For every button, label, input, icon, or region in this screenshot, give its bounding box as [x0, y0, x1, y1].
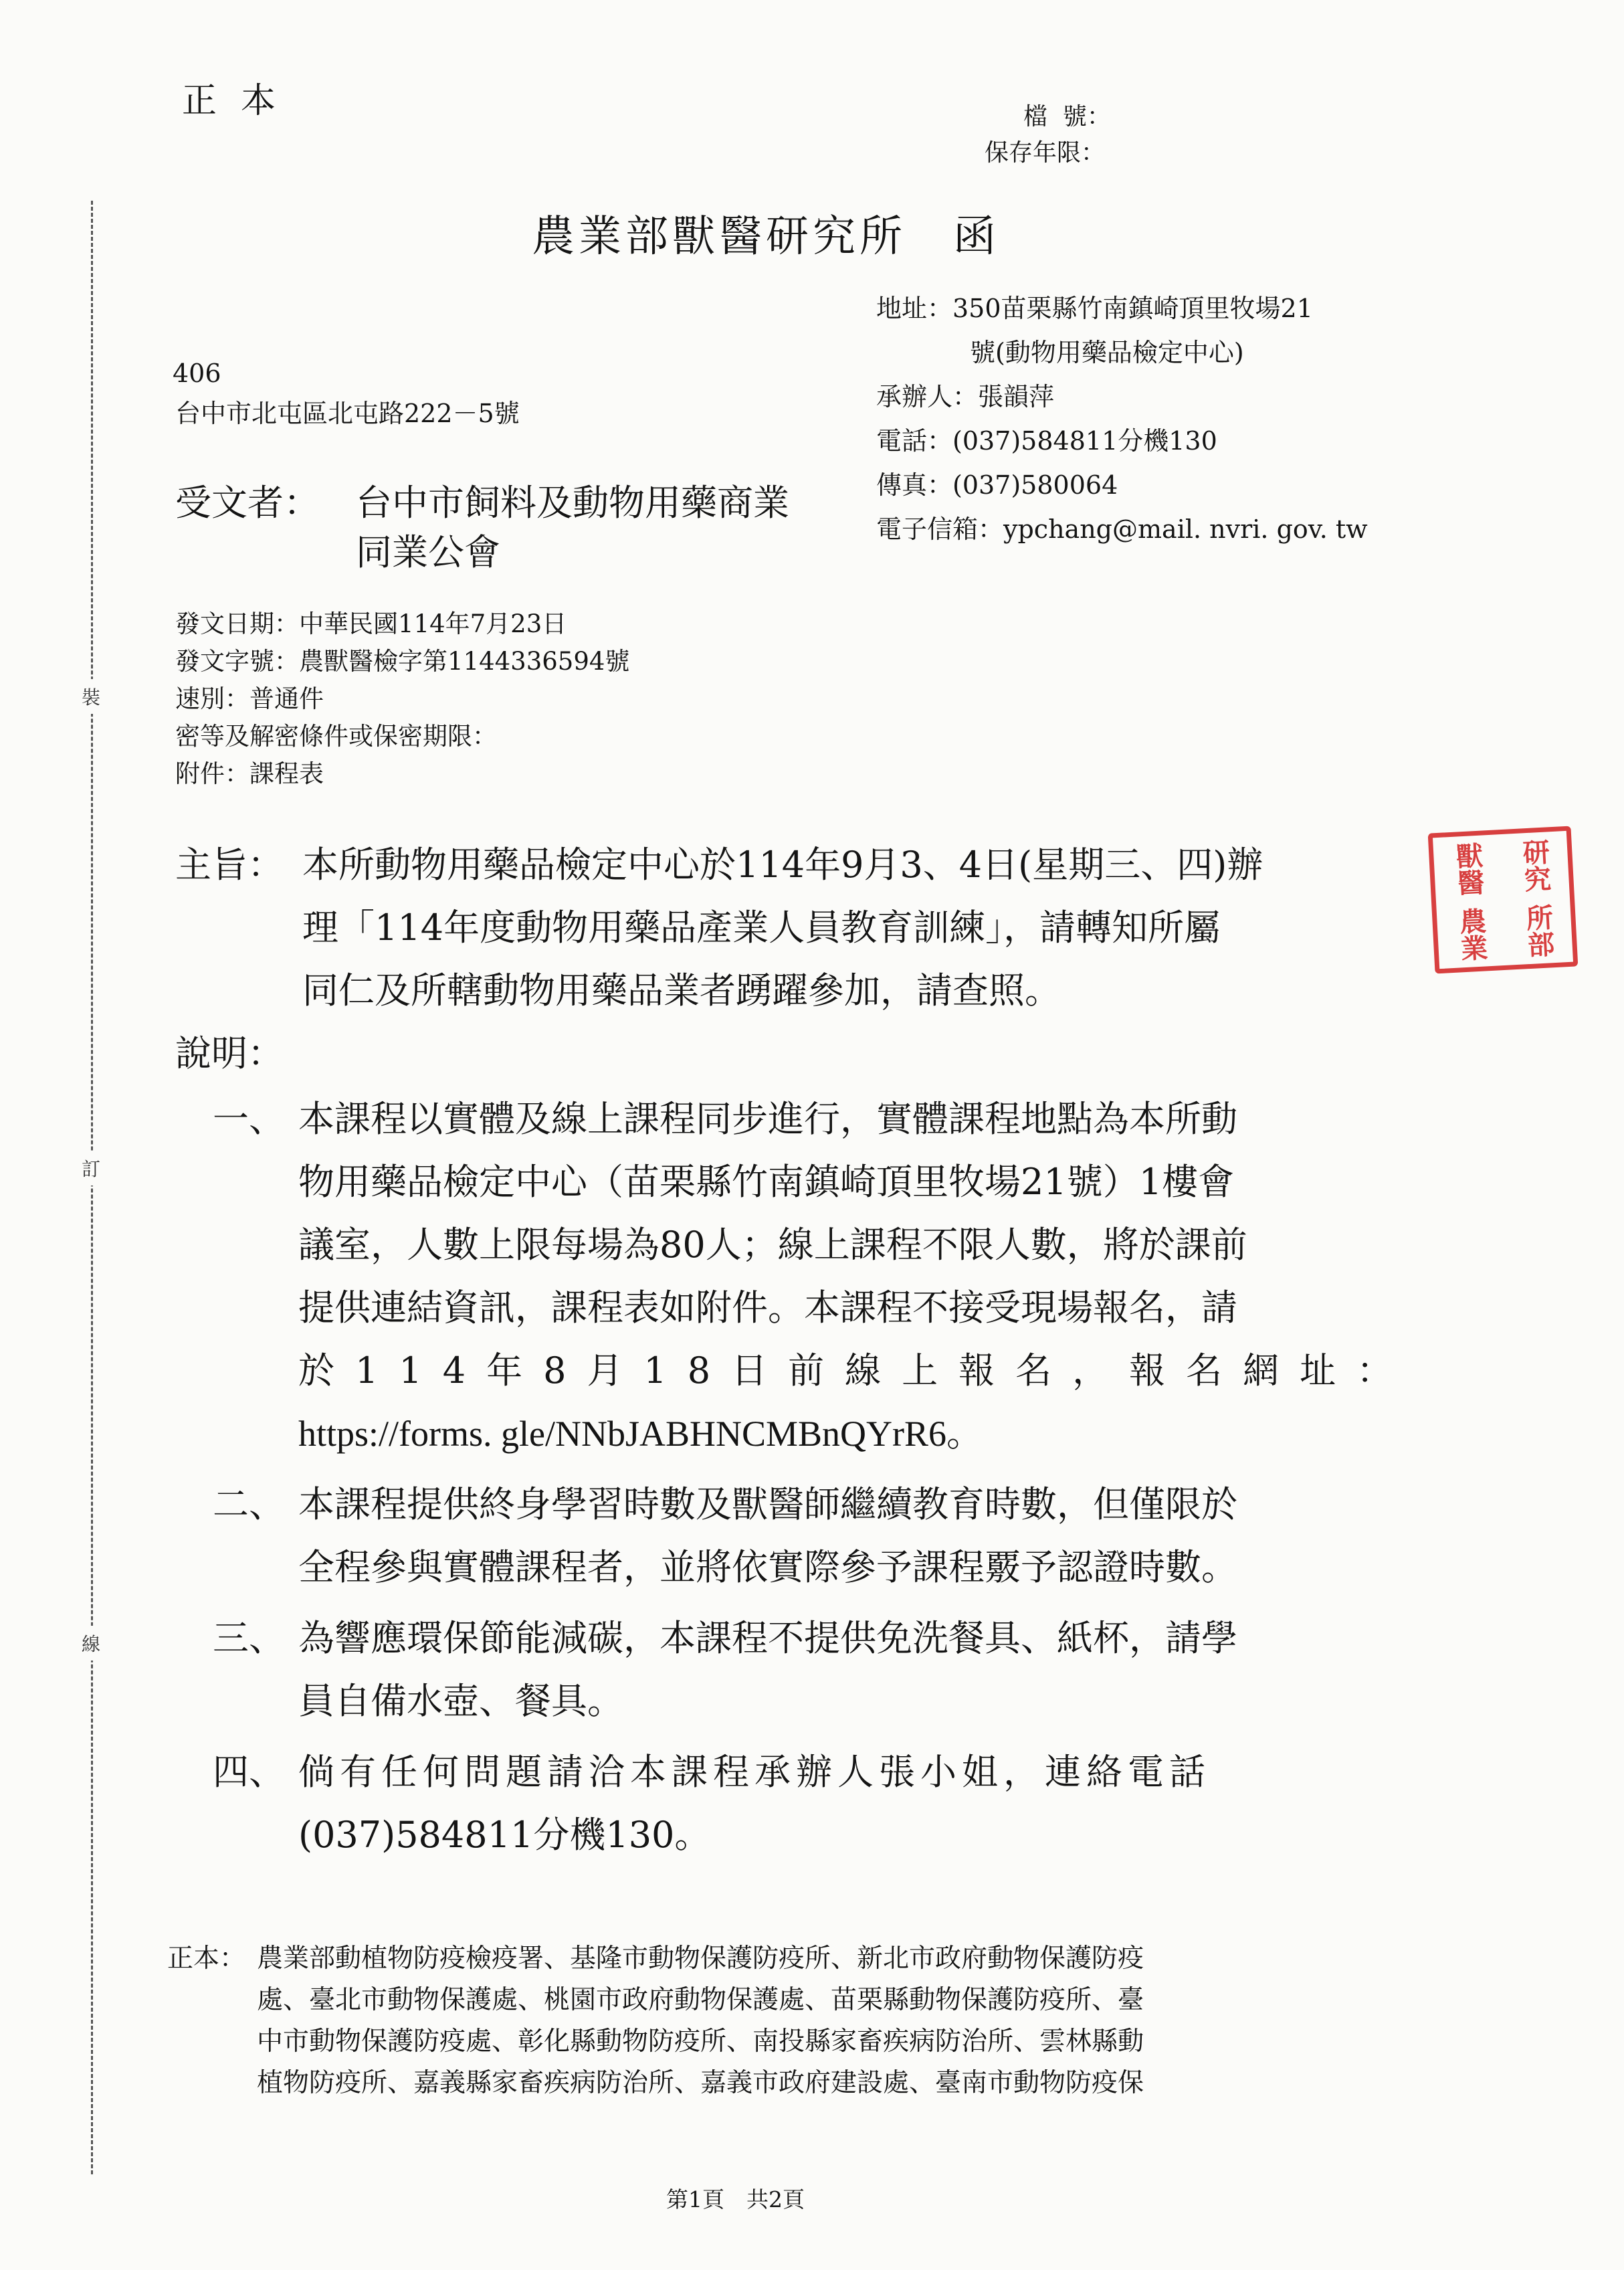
item-text-line: 本課程以實體及線上課程同步進行，實體課程地點為本所動: [298, 1098, 1237, 1140]
seal-text: 農業: [1454, 907, 1489, 962]
file-number-label: 檔 號：: [1023, 103, 1111, 130]
sender-address-line1: 地址：350苗栗縣竹南鎮崎頂里牧場21: [876, 294, 1313, 323]
item-text-line: 本課程提供終身學習時數及獸醫師繼續教育時數，但僅限於: [298, 1483, 1237, 1525]
seal-text: 所部: [1521, 903, 1556, 959]
item-text-line: 員自備水壺、餐具。: [298, 1680, 623, 1722]
subject-line: 同仁及所轄動物用藥品業者踴躍參加，請查照。: [302, 969, 1061, 1012]
retention-label: 保存年限：: [985, 139, 1106, 167]
issue-date: 發文日期：中華民國114年7月23日: [175, 609, 567, 638]
binding-mark-zhuang: 裝: [82, 679, 100, 714]
item-text-line: 議室，人數上限每場為80人；線上課程不限人數，將於課前: [298, 1224, 1247, 1266]
official-seal: [1428, 826, 1579, 974]
explanation-label: 說明：: [175, 1032, 284, 1074]
item-text-line: 全程參與實體課程者，並將依實際參予課程覈予認證時數。: [298, 1546, 1237, 1588]
cc-line: 處、臺北市動物保護處、桃園市政府動物保護處、苗栗縣動物保護防疫所、臺: [257, 1985, 1144, 2015]
item-text-line: 提供連結資訊，課程表如附件。本課程不接受現場報名，請: [298, 1287, 1237, 1329]
cc-line: 中市動物保護防疫處、彰化縣動物防疫所、南投縣家畜疾病防治所、雲林縣動: [257, 2026, 1144, 2057]
cc-line: 農業部動植物防疫檢疫署、基隆市動物保護防疫所、新北市政府動物保護防疫: [257, 1944, 1144, 1974]
binding-mark-ding: 訂: [82, 1151, 100, 1186]
cc-line: 植物防疫所、嘉義縣家畜疾病防治所、嘉義市政府建設處、臺南市動物防疫保: [257, 2068, 1144, 2098]
recipient-name-line2: 同業公會: [356, 531, 500, 573]
recipient-postal-code: 406: [173, 359, 221, 388]
sender-contact: 承辦人：張韻萍: [876, 382, 1055, 411]
item-number: 一、: [213, 1098, 285, 1140]
seal-text: 獸醫: [1451, 841, 1486, 896]
item-text-line: 倘有任何問題請洽本課程承辦人張小姐，連絡電話: [298, 1751, 1211, 1793]
sender-email: 電子信箱：ypchang@mail. nvri. gov. tw: [876, 514, 1368, 544]
item-number: 三、: [213, 1617, 285, 1659]
delivery-speed: 速別：普通件: [175, 684, 324, 713]
recipient-name-line1: 台中市飼料及動物用藥商業: [356, 482, 789, 524]
page-number: 第1頁 共2頁: [666, 2186, 805, 2212]
recipient-street-address: 台中市北屯區北屯路222－5號: [175, 399, 520, 428]
document-title: 農業部獸醫研究所 函: [532, 212, 1000, 262]
secrecy-level: 密等及解密條件或保密期限：: [175, 722, 497, 751]
item-text-line: 為響應環保節能減碳，本課程不提供免洗餐具、紙杯，請學: [298, 1617, 1237, 1659]
subject-line: 理「114年度動物用藥品產業人員教育訓練」，請轉知所屬: [302, 907, 1221, 949]
sender-fax: 傳真：(037)580064: [876, 470, 1118, 500]
item-text-line: 物用藥品檢定中心（苗栗縣竹南鎮崎頂里牧場21號）1樓會: [298, 1161, 1235, 1203]
sender-phone: 電話：(037)584811分機130: [876, 426, 1217, 456]
cc-label: 正本：: [167, 1944, 246, 1974]
attachment: 附件：課程表: [175, 759, 324, 788]
item-text-line: (037)584811分機130。: [298, 1814, 711, 1856]
recipient-label: 受文者：: [175, 482, 320, 524]
sender-address-line2: 號(動物用藥品檢定中心): [970, 338, 1244, 367]
subject-line: 本所動物用藥品檢定中心於114年9月3、4日(星期三、四)辦: [302, 844, 1263, 886]
document-number: 發文字號：農獸醫檢字第1144336594號: [175, 647, 630, 676]
subject-label: 主旨：: [175, 844, 284, 886]
item-number: 二、: [213, 1483, 285, 1525]
binding-mark-xian: 線: [82, 1626, 100, 1661]
copy-type: 正本: [182, 81, 300, 121]
registration-url: https://forms. gle/NNbJABHNCMBnQYrR6。: [298, 1414, 983, 1454]
item-number: 四、: [213, 1751, 285, 1793]
binding-line: [91, 201, 93, 2174]
seal-text: 研究: [1518, 838, 1552, 893]
item-text-line: 於114年8月18日前線上報名，報名網址：: [298, 1349, 1414, 1392]
